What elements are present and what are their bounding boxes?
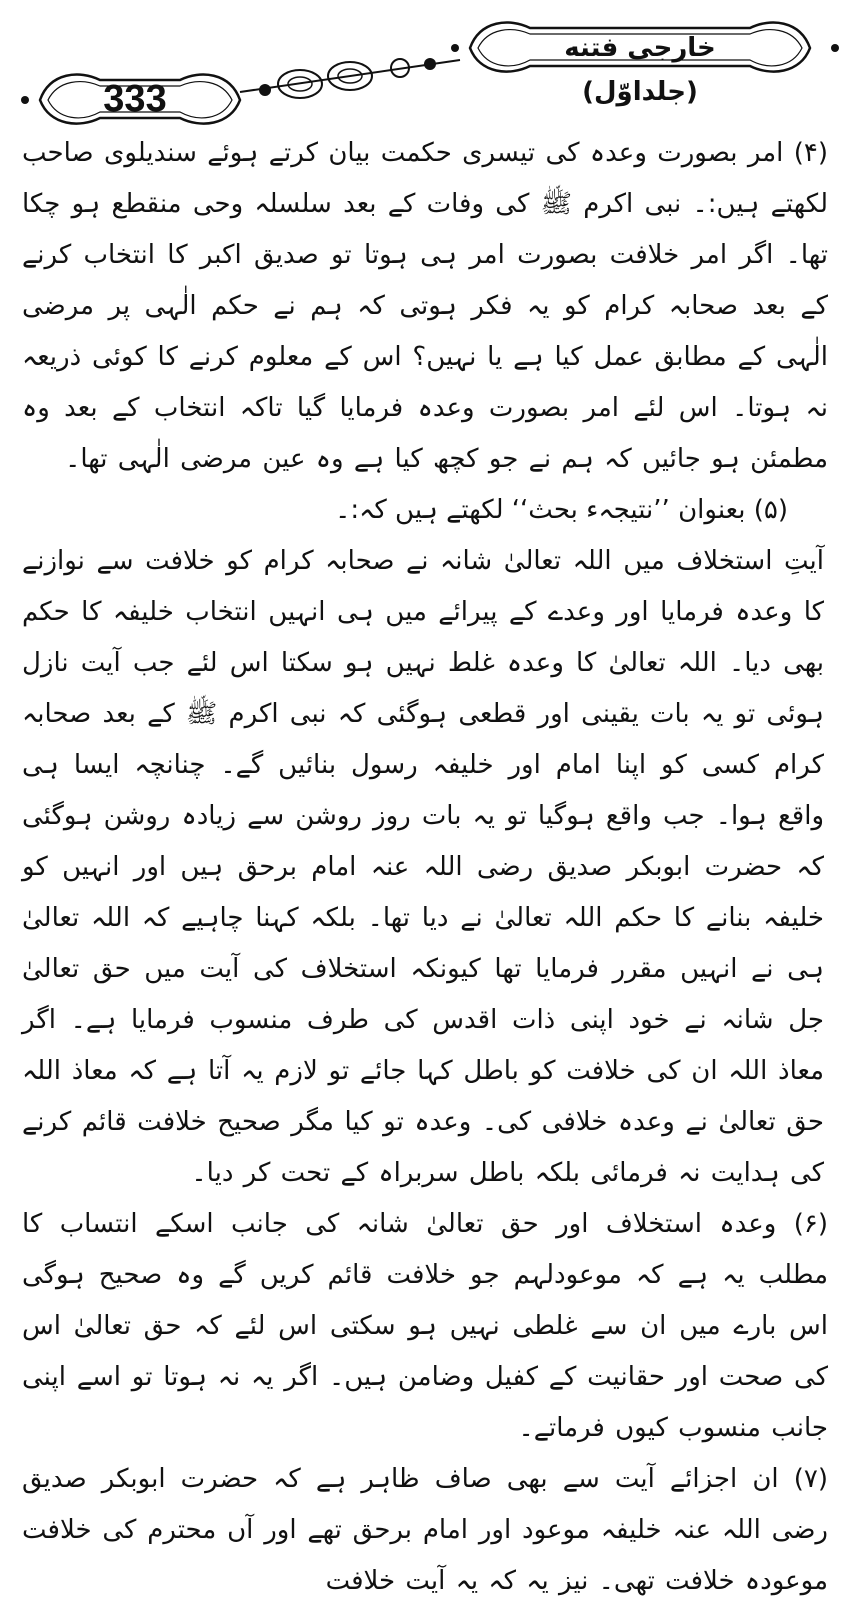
paragraph-6: (۶) وعدہ استخلاف اور حق تعالیٰ شانہ کی جانب اسکے انتساب کا مطلب یہ ہے کہ موعودلہم جو خلافت قائم کریں گے وہ صحیح ہوگی اس بارے میں ان سے غلطی نہیں ہو سکتی اس لئے کہ حق تعالیٰ اس کی صحت اور حقانیت کے کفیل وضامن ہیں۔ اگر یہ نہ ہوتا تو اسے اپنی جانب منسوب کیوں فرماتے۔ [22,1209,828,1443]
quoted-passage: آیتِ استخلاف میں اللہ تعالیٰ شانہ نے صحابہ کرام کو خلافت سے نوازنے کا وعدہ فرمایا اور وعدے کے پیرائے میں ہی انہیں انتخاب خلیفہ کا حکم بھی دیا۔ اللہ تعالیٰ کا وعدہ غلط نہیں ہو سکتا اس لئے جب آیت نازل ہوئی تو یہ بات یقینی اور قطعی ہوگئی کہ نبی اکرم ﷺ کے بعد صحابہ کرام کسی کو اپنا امام اور خلیفہ رسول بنائیں گے۔ چنانچہ ایسا ہی واقع ہوا۔ جب واقع ہوگیا تو یہ بات روز روشن سے زیادہ روشن ہوگئی کہ حضرت ابوبکر صدیق رضی اللہ عنہ امام برحق ہیں اور انہیں کو خلیفہ بنانے کا حکم اللہ تعالیٰ نے دیا تھا۔ بلکہ کہنا چاہیے کہ اللہ تعالیٰ ہی نے انہیں مقرر فرمایا تھا کیونکہ استخلاف کی آیت میں حق تعالیٰ جل شانہ نے خود اپنی ذات اقدس کی طرف منسوب فرمایا ہے۔ اگر معاذ اللہ ان کی خلافت کو باطل کہا جائے تو لازم یہ آتا ہے کہ معاذ اللہ حق تعالیٰ نے وعدہ خلافی کی۔ وعدہ تو کیا مگر صحیح خلافت قائم کرنے کی ہدایت نہ فرمائی بلکہ باطل سربراہ کے تحت کر دیا۔ [22,546,824,1188]
page-body [22,128,828,1596]
paragraph-5-heading: (۵) بعنوان ’’نتیجہء بحث‘‘ لکھتے ہیں کہ:۔ [335,495,788,525]
page-header [0,0,850,130]
book-title: خارجی فتنه (جلداوّل) [564,33,716,107]
page-number: 333 [103,78,167,120]
paragraph-7: (۷) ان اجزائے آیت سے بھی صاف ظاہر ہے کہ حضرت ابوبکر صدیق رضی اللہ عنہ خلیفہ موعود اور امام برحق تھے اور آں محترم کی خلافت موعودہ خلافت تھی۔ نیز یہ کہ یہ آیت خلافت [22,1464,828,1596]
paragraph-4: (۴) امر بصورت وعدہ کی تیسری حکمت بیان کرتے ہوئے سندیلوی صاحب لکھتے ہیں:۔ نبی اکرم ﷺ کی وفات کے بعد سلسلہ وحی منقطع ہو چکا تھا۔ اگر امر خلافت بصورت امر ہی ہوتا تو صدیق اکبر کا انتخاب کرنے کے بعد صحابہ کرام کو یہ فکر ہوتی کہ ہم نے حکم الٰہی پر مرضی الٰہی کے مطابق عمل کیا ہے یا نہیں؟ اس کے معلوم کرنے کا کوئی ذریعہ نہ ہوتا۔ اس لئے امر بصورت وعدہ فرمایا گیا تاکہ انتخاب کے بعد وہ مطمئن ہو جائیں کہ ہم نے جو کچھ کیا ہے وہ عین مرضی الٰہی تھا۔ [22,138,828,474]
